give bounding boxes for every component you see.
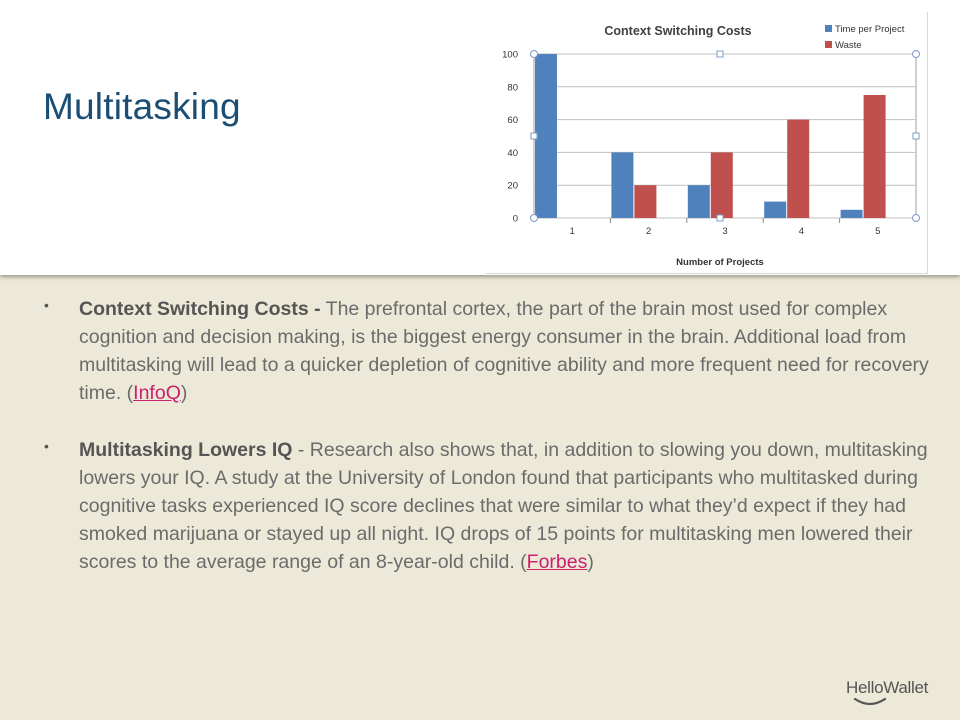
y-tick-label: 0 [512, 213, 518, 225]
bullet-body: - Research also shows that, in addition to slowing you down, multitasking lowers your IQ. A study at the University of London found that participants who multitasked during cognitive tasks experienced IQ score declines that were similar to what they’d expect if they had smoked marijuana or stayed up all night. IQ drops of 15 points for multitasking men lowered their scores to the average range of an 8-year-old child. ( [79, 439, 928, 573]
source-link-forbes[interactable]: Forbes [526, 551, 588, 573]
y-tick-label: 40 [507, 147, 518, 159]
bar-waste [711, 152, 733, 218]
x-tick-label: 2 [645, 226, 652, 237]
y-tick-label: 60 [507, 115, 518, 127]
y-axis-ticks [502, 50, 518, 225]
bar-time-per-project [611, 152, 633, 218]
bar-waste [864, 95, 886, 218]
bar-waste [634, 185, 656, 218]
bullet-dot-icon: • [44, 297, 49, 313]
chart-bars [535, 54, 886, 218]
source-link-infoq[interactable]: InfoQ [133, 382, 181, 404]
x-axis-ticks [570, 218, 881, 237]
bullet-item-iq [44, 436, 934, 576]
legend-swatch [825, 41, 832, 48]
y-tick-label: 100 [502, 49, 518, 61]
resize-handle-bottom-right[interactable] [913, 215, 920, 222]
page-title: Multitasking [43, 86, 241, 127]
x-tick-label: 3 [722, 226, 728, 237]
bullet-paragraph [79, 295, 934, 407]
chart-container[interactable] [486, 12, 928, 274]
bar-time-per-project [535, 54, 557, 218]
resize-handle-bottom[interactable] [717, 215, 723, 221]
slide-body [0, 275, 960, 720]
x-axis-label: Number of Projects [676, 257, 764, 268]
bar-time-per-project [688, 185, 710, 218]
bullet-lead: Context Switching Costs - [79, 298, 321, 320]
slide-header [0, 0, 960, 275]
bar-time-per-project [841, 210, 863, 218]
x-tick-label: 1 [569, 226, 575, 237]
x-tick-label: 4 [798, 226, 805, 237]
bullet-item-context-switching [44, 295, 934, 407]
bullet-dot-icon: • [44, 438, 49, 454]
resize-handle-top-right[interactable] [913, 51, 920, 58]
bullet-lead: Multitasking Lowers IQ [79, 439, 293, 461]
bullet-list [44, 295, 934, 605]
bar-time-per-project [764, 202, 786, 218]
chart-legend [825, 24, 905, 51]
resize-handle-bottom-left[interactable] [531, 215, 538, 222]
resize-handle-top-left[interactable] [531, 51, 538, 58]
legend-entry: Time per Project [835, 24, 905, 35]
legend-swatch [825, 25, 832, 32]
brand-logo: HelloWallet [846, 678, 929, 697]
bullet-body: The prefrontal cortex, the part of the brain most used for complex cognition and decision making, is the biggest energy consumer in the brain. Additional load from multitasking will lead to a quicker depletion of cognitive ability and more frequent need for recovery time. ( [79, 298, 929, 404]
bullet-close: ) [587, 551, 594, 573]
bullet-paragraph [79, 436, 934, 576]
x-tick-label: 5 [875, 226, 881, 237]
resize-handle-left[interactable] [531, 133, 537, 139]
bullet-close: ) [180, 382, 188, 404]
context-switching-chart [486, 12, 928, 274]
legend-entry: Waste [835, 40, 862, 51]
chart-title: Context Switching Costs [604, 24, 752, 38]
y-tick-label: 20 [507, 180, 518, 192]
resize-handle-right[interactable] [913, 133, 919, 139]
resize-handle-top[interactable] [717, 51, 723, 57]
y-tick-label: 80 [507, 82, 518, 94]
bar-waste [787, 120, 809, 218]
